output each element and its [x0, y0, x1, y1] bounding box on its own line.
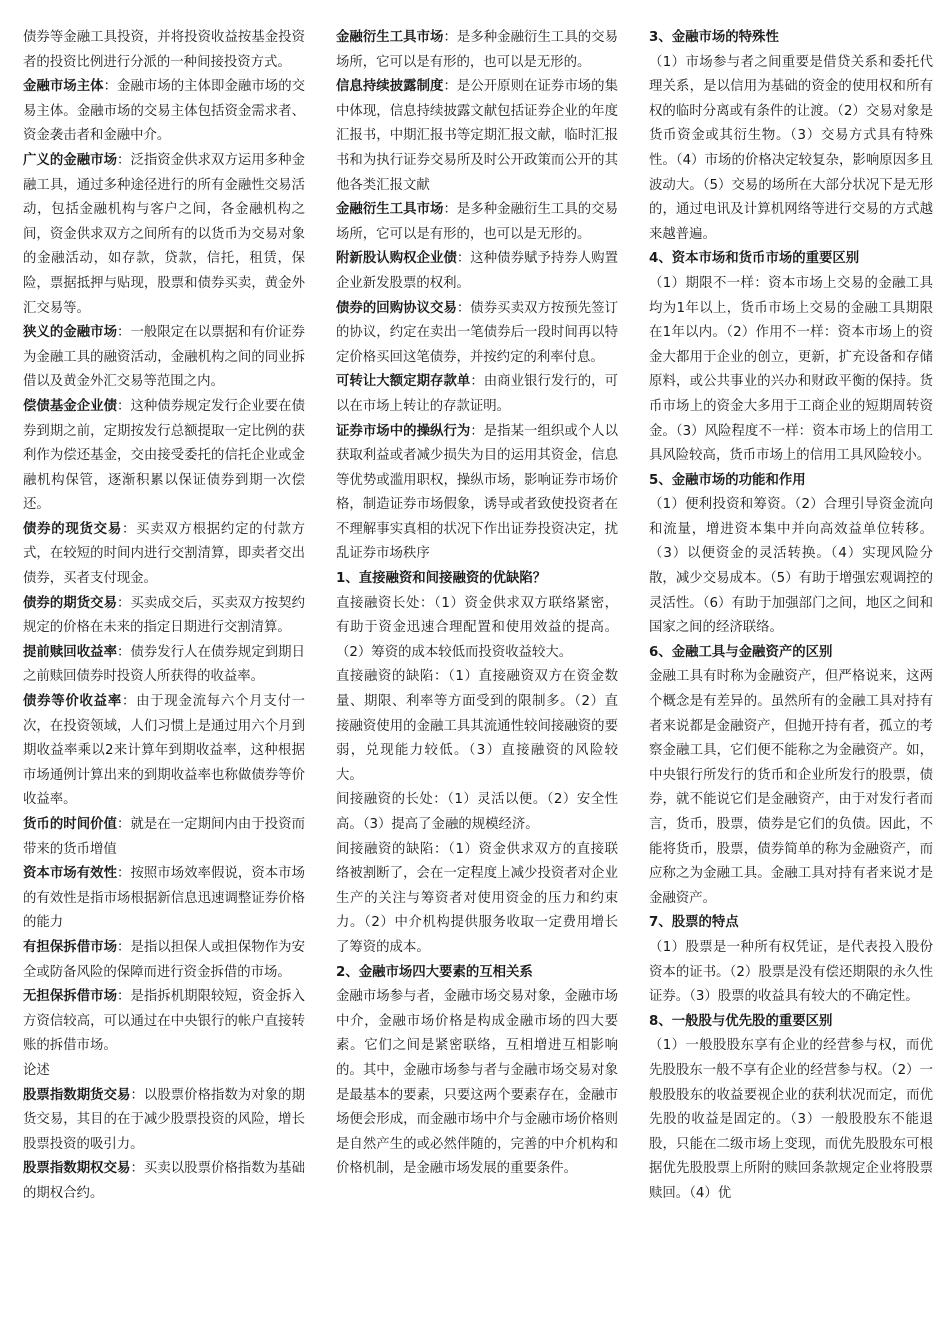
definition-paragraph	[23, 592, 305, 641]
definition-paragraph	[23, 813, 305, 862]
body-text: 间接融资的缺陷：（1）资金供求双方的直接联络被割断了，会在一定程度上减少投资者对企业生产的关注与筹资者对使用资金的压力和约束力。（2）中介机构提供服务收取一定费用增长了筹资的成本。	[336, 841, 618, 955]
body-text: （1）便利投资和筹资。（2）合理引导资金流向和流量，增进资本集中并向高效益单位转移。（3）以便资金的灵活转换。（4）实现风险分散，减少交易成本。（5）有助于增强宏观调控的灵活性。（6）有助于加强部门之间，地区之间和国家之间的经济联络。	[649, 497, 933, 636]
section-heading: 5、金融市场的功能和作用	[649, 472, 806, 488]
definition-paragraph	[23, 1084, 305, 1158]
definition-paragraph	[336, 75, 618, 198]
term-label: 附新股认购权企业债	[336, 251, 457, 267]
term-label: 货币的时间价值	[23, 817, 118, 832]
definition-paragraph	[336, 370, 618, 419]
body-text: ：是公开原则在证券市场的集中体现，信息持续披露文献包括证券企业的年度汇报书，中期汇报书等定期汇报文献，临时汇报书和为执行证券交易所及时公开政策而公开的其他各类汇报文献	[336, 79, 618, 193]
body-text: ：债券买卖双方按预先签订的协议，约定在卖出一笔债券后一段时间再以特定价格买回这笔债券，并按约定的利率付息。	[336, 300, 618, 365]
term-label: 债券的现货交易	[23, 521, 122, 537]
term-label: 股票指数期货交易	[23, 1087, 131, 1103]
body-text: ：是多种金融衍生工具的交易场所，它可以是有形的，也可以是无形的。	[336, 30, 618, 70]
term-label: 金融衍生工具市场	[336, 202, 444, 218]
definition-paragraph	[336, 26, 618, 75]
section-heading: 3、金融市场的特殊性	[649, 30, 779, 45]
definition-paragraph	[23, 641, 305, 690]
body-text: 债券等金融工具投资，并将投资收益按基金投资者的投资比例进行分派的一种间接投资方式。	[23, 30, 305, 70]
term-label: 可转让大额定期存款单	[336, 374, 471, 390]
definition-paragraph	[336, 198, 618, 247]
body-text: ：以股票价格指数为对象的期货交易，其目的在于减少股票投资的风险，增长股票投资的吸引力。	[23, 1087, 305, 1152]
term-label: 信息持续披露制度	[336, 79, 444, 95]
term-label: 广义的金融市场	[23, 152, 118, 168]
text-paragraph	[23, 1059, 305, 1084]
text-paragraph	[649, 665, 933, 911]
text-paragraph	[649, 272, 933, 469]
definition-paragraph	[23, 518, 305, 592]
definition-paragraph	[23, 1157, 305, 1206]
body-text: ：就是在一定期间内由于投资而带来的货币增值	[23, 817, 305, 857]
body-text: ：买卖以股票价格指数为基础的期权合约。	[23, 1161, 305, 1201]
body-text: ：这种债券赋予持券人购置企业新发股票的权利。	[336, 251, 618, 291]
term-label: 无担保拆借市场	[23, 989, 118, 1005]
definition-paragraph	[23, 985, 305, 1059]
body-text: 间接融资的长处：（1）灵活以便。（2）安全性高。（3）提高了金融的规模经济。	[336, 792, 618, 832]
section-heading: 8、一般股与优先股的重要区别	[649, 1013, 833, 1029]
text-paragraph	[336, 592, 618, 666]
body-text: ：由商业银行发行的，可以在市场上转让的存款证明。	[336, 374, 618, 414]
term-label: 狭义的金融市场	[23, 325, 118, 341]
column-middle	[336, 26, 618, 1336]
body-text: （1）股票是一种所有权凭证，是代表投入股份资本的证书。（2）股票是没有偿还期限的永久性证券。（3）股票的收益具有较大的不确定性。	[649, 939, 933, 1005]
term-label: 债券的期货交易	[23, 595, 118, 611]
text-paragraph	[23, 26, 305, 75]
body-text: ：买卖双方根据约定的付款方式，在较短的时间内进行交割清算，即卖者交出债券，买者支付现金。	[23, 521, 305, 587]
term-label: 债券的回购协议交易	[336, 300, 457, 316]
section-heading: 2、金融市场四大要素的互相关系	[336, 964, 533, 980]
term-label: 有担保拆借市场	[23, 939, 118, 955]
definition-paragraph	[23, 690, 305, 813]
body-text: ：是指某一组织或个人以获取利益或者减少损失为目的运用其资金，信息等优势或滥用职权，操纵市场，影响证券市场价格，制造证券市场假象，诱导或者致使投资者在不理解事实真相的状况下作出证券投资决定，扰乱证券市场秩序	[336, 423, 618, 562]
body-text: 论述	[23, 1062, 50, 1078]
term-label: 资本市场有效性	[23, 866, 118, 882]
body-text: （1）市场参与者之间重要是借贷关系和委托代理关系，是以信用为基础的资金的使用权和所有权的临时分离或有条件的让渡。（2）交易对象是货币资金或其衍生物。（3）交易方式具有特殊性。（4）市场的价格决定较复杂，影响原因多且波动大。（5）交易的场所在大部分状况下是无形的，通过电讯及计算机网络等进行交易的方式越来越普遍。	[649, 54, 933, 242]
section-heading: 6、金融工具与金融资产的区别	[649, 644, 833, 660]
body-text: ：是多种金融衍生工具的交易场所，它可以是有形的，也可以是无形的。	[336, 202, 618, 242]
body-text: 直接融资的缺陷：（1）直接融资双方在资金数量、期限、利率等方面受到的限制多。（2）直接融资使用的金融工具其流通性较间接融资的要弱，兑现能力较低。（3）直接融资的风险较大。	[336, 669, 618, 783]
term-label: 证券市场中的操纵行为	[336, 423, 471, 439]
definition-paragraph	[336, 297, 618, 371]
term-label: 金融市场主体	[23, 79, 104, 95]
body-text: 金融工具有时称为金融资产，但严格说来，这两个概念是有差异的。虽然所有的金融工具对持有者来说都是金融资产，但抛开持有者，孤立的考察金融工具，它们便不能称之为金融资产。如，中央银行所发行的货币和企业所发行的股票，债券，就不能说它们是金融资产，由于对发行者而言，货币，股票，债券是它们的负债。因此，不能将货币，股票，债券简单的称为金融资产，而应称之为金融工具。金融工具对持有者来说才是金融资产。	[649, 669, 933, 906]
body-text: ：是指拆机期限较短，资金拆入方资信较高，可以通过在中央银行的帐户直接转账的拆借市场。	[23, 989, 305, 1054]
text-paragraph	[336, 665, 618, 788]
body-text: （1）期限不一样：资本市场上交易的金融工具均为1年以上，货币市场上交易的金融工具期限在1年以内。（2）作用不一样：资本市场上的资金大都用于企业的创立，更新，扩充设备和存储原料，或公共事业的兴办和财政平衡的保持。货币市场上的资金大多用于工商企业的短期周转资金。（3）风险程度不一样：资本市场上的信用工具风险较高，货币市场上的信用工具风险较小。	[649, 275, 933, 464]
section-heading: 4、资本市场和货币市场的重要区别	[649, 251, 860, 267]
body-text: 金融市场参与者，金融市场交易对象，金融市场中介，金融市场价格是构成金融市场的四大要素。它们之间是紧密联络，互相增进互相影响的。其中，金融市场参与者与金融市场交易对象是最基本的要素，只要这两个要素存在，金融市场便会形成，而金融市场中介与金融市场价格则是自然产生的或必然伴随的，完善的中介机构和价格机制，是金融市场发展的重要条件。	[336, 989, 618, 1177]
text-paragraph	[649, 493, 933, 641]
text-paragraph	[649, 936, 933, 1010]
body-text: ：这种债券规定发行企业要在债券到期之前，定期按发行总额提取一定比例的获利作为偿还基金，交由接受委托的信托企业或金融机构保管，逐渐积累以保证债券到期一次偿还。	[23, 398, 305, 513]
body-text: ：金融市场的主体即金融市场的交易主体。金融市场的交易主体包括资金需求者、资金袭击者和金融中介。	[23, 79, 305, 144]
definition-paragraph	[23, 321, 305, 395]
definition-paragraph	[336, 420, 618, 568]
body-text: ：债券发行人在债券规定到期日之前赎回债券时投资人所获得的收益率。	[23, 644, 305, 685]
body-text: ：由于现金流每六个月支付一次，在投资领域，人们习惯上是通过用六个月到期收益率乘以2来计算年到期收益率，这种根据市场通例计算出来的到期收益率也称做债券等价收益率。	[23, 694, 305, 808]
text-paragraph	[649, 51, 933, 248]
body-text: ：泛指资金供求双方运用多种金融工具，通过多种途径进行的所有金融性交易活动，包括金融机构与客户之间，各金融机构之间，资金供求双方之间所有的以货币为交易对象的金融活动，如存款，贷款，信托，租赁，保险，票据抵押与贴现，股票和债券买卖，黄金外汇交易等。	[23, 152, 305, 316]
body-text: （1）一般股股东享有企业的经营参与权，而优先股股东一般不享有企业的经营参与权。（2）一般股股东的收益要视企业的获利状况而定，而优先股的收益是固定的。（3）一般股股东不能退股，只能在二级市场上变现，而优先股股东可根据优先股股票上所附的赎回条款规定企业将股票赎回。（4）优	[649, 1038, 933, 1201]
body-text: 直接融资长处：（1）资金供求双方联络紧密，有助于资金迅速合理配置和使用效益的提高。（2）筹资的成本较低而投资收益较大。	[336, 595, 618, 660]
definition-paragraph	[23, 75, 305, 149]
definition-paragraph	[23, 936, 305, 985]
text-paragraph	[336, 788, 618, 837]
term-label: 股票指数期权交易	[23, 1161, 131, 1177]
text-paragraph	[336, 985, 618, 1182]
text-paragraph	[649, 1034, 933, 1206]
body-text: ：按照市场效率假说，资本市场的有效性是指市场根据新信息迅速调整证券价格的能力	[23, 866, 305, 931]
section-heading: 1、直接融资和间接融资的优缺陷？	[336, 571, 547, 587]
term-label: 偿债基金企业债	[23, 398, 118, 414]
term-label: 金融衍生工具市场	[336, 30, 444, 45]
definition-paragraph	[23, 149, 305, 321]
section-heading: 7、股票的特点	[649, 915, 739, 931]
column-right	[649, 26, 933, 1336]
body-text: ：是指以担保人或担保物作为安全或防备风险的保障而进行资金拆借的市场。	[23, 939, 305, 980]
definition-paragraph	[23, 395, 305, 518]
text-paragraph	[336, 838, 618, 961]
definition-paragraph	[23, 862, 305, 936]
definition-paragraph	[336, 247, 618, 296]
column-left	[23, 26, 305, 1336]
term-label: 提前赎回收益率	[23, 644, 118, 660]
term-label: 债券等价收益率	[23, 694, 122, 710]
body-text: ：一般限定在以票据和有价证券为金融工具的融资活动，金融机构之间的同业拆借以及黄金外汇交易等范围之内。	[23, 325, 305, 390]
body-text: ：买卖成交后，买卖双方按契约规定的价格在未来的指定日期进行交割清算。	[23, 595, 305, 636]
